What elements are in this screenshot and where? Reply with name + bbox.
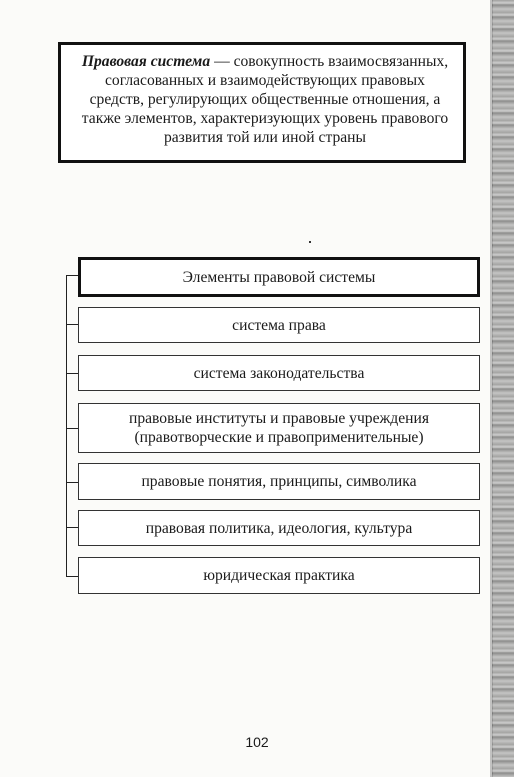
- bracket-tick: [66, 373, 78, 374]
- definition-term: Правовая система: [81, 53, 211, 70]
- stray-dot: [309, 241, 311, 243]
- diagram-item-legal-system: система права: [78, 307, 480, 343]
- diagram-header: Элементы правовой системы: [78, 257, 480, 297]
- diagram-item-legal-policy: правовая политика, идеология, культура: [78, 510, 480, 546]
- bracket-tick: [66, 428, 78, 429]
- bracket-tick: [66, 527, 78, 528]
- diagram-item-legal-institutions: правовые институты и правовые учреждения (правотворческие и правоприменительные): [78, 403, 480, 453]
- definition-text: — совокупность взаимосвязанных, согласованных и взаимодействующих правовых средств, регулирующих общественные отношения, а также элементов, характеризующих уровень правового развития той или иной страны: [81, 53, 449, 146]
- diagram-item-legal-practice: юридическая практика: [78, 557, 480, 594]
- diagram-item-legal-concepts: правовые понятия, принципы, символика: [78, 463, 480, 500]
- definition-box: [58, 42, 466, 163]
- bracket-tick: [66, 324, 78, 325]
- bracket-tick: [66, 482, 78, 483]
- page-number: 102: [245, 734, 269, 750]
- diagram-item-legislation-system: система законодательства: [78, 355, 480, 391]
- bracket-tick: [66, 576, 78, 577]
- page-edge-shadow: [492, 0, 514, 777]
- bracket-tick: [66, 275, 78, 276]
